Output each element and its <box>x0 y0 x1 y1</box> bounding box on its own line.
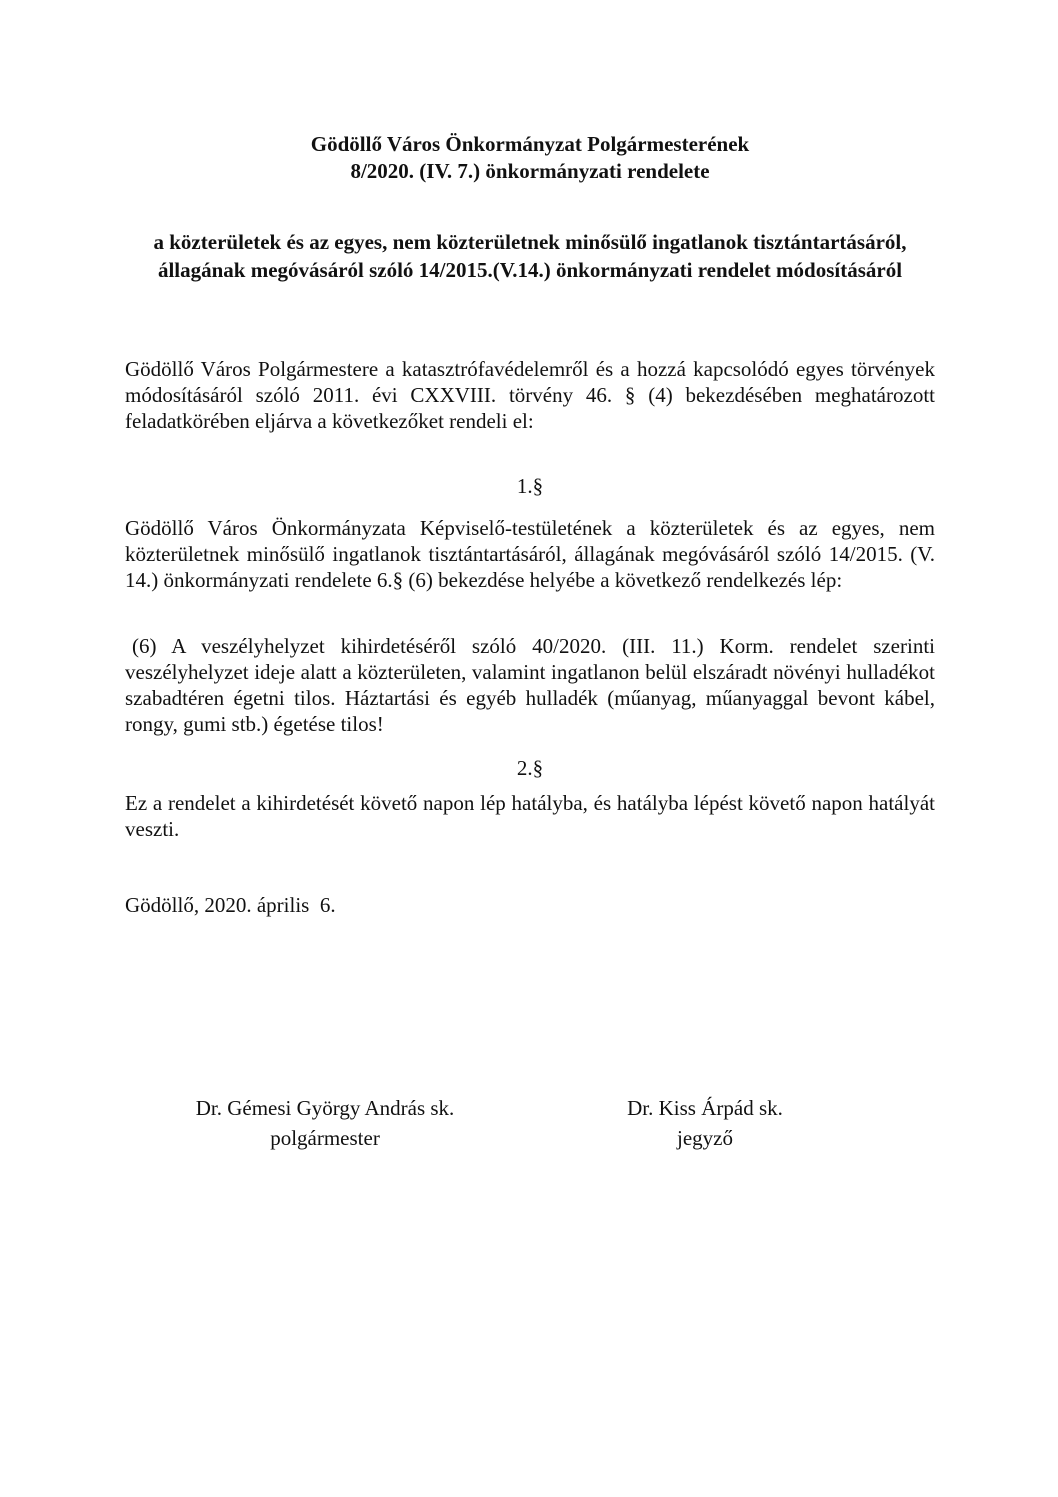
section-2-paragraph: Ez a rendelet a kihirdetését követő napon lép hatályba, és hatályba lépést követő napon hatályát veszti. <box>125 791 935 841</box>
subtitle-line-1: a közterületek és az egyes, nem közterületnek minősülő ingatlanok tisztántartásáról, <box>153 230 907 254</box>
section-1-subsection-paragraph: (6) A veszélyhelyzet kihirdetéséről szóló 40/2020. (III. 11.) Korm. rendelet szerinti veszélyhelyzet ideje alatt a közterületen, valamint ingatlanon belül elszáradt növényi hulladékot szabadtéren égetni tilos. Háztartási és egyéb hulladék (műanyag, műanyaggal bevont kábel, rongy, gumi stb.) égetése tilos! <box>125 634 935 736</box>
title-line-1: Gödöllő Város Önkormányzat Polgármesterének <box>310 132 750 156</box>
date-line: Gödöllő, 2020. április 6. <box>125 893 336 917</box>
signature-mayor-name: Dr. Gémesi György András sk. <box>195 1096 455 1120</box>
section-1-paragraph: Gödöllő Város Önkormányzata Képviselő-testületének a közterületek és az egyes, nem közterületnek minősülő ingatlanok tisztántartásáról, állagának megóvásáról szóló 14/2015. (V. 14.) önkormányzati rendelete 6.§ (6) bekezdése helyébe a következő rendelkezés lép: <box>125 516 935 592</box>
document-title <box>125 131 935 185</box>
document-content <box>125 0 935 1153</box>
section-1-label: 1.§ <box>516 474 544 498</box>
signature-notary-role: jegyző <box>677 1126 733 1150</box>
signature-mayor <box>125 1093 525 1153</box>
subtitle-line-2: állagának megóvásáról szóló 14/2015.(V.14.) önkormányzati rendelet módosításáról <box>157 258 903 282</box>
signature-notary-name: Dr. Kiss Árpád sk. <box>627 1096 783 1120</box>
section-2-label: 2.§ <box>516 756 544 780</box>
preamble-paragraph: Gödöllő Város Polgármestere a katasztrófavédelemről és a hozzá kapcsolódó egyes törvények módosításáról szóló 2011. évi CXXVIII. törvény 46. § (4) bekezdésében meghatározott feladatkörében eljárva a következőket rendeli el: <box>125 357 935 433</box>
title-line-2: 8/2020. (IV. 7.) önkormányzati rendelete <box>350 159 710 183</box>
signature-notary <box>545 1093 865 1153</box>
signature-block <box>125 1093 935 1153</box>
signature-mayor-role: polgármester <box>270 1126 380 1150</box>
document-subtitle <box>125 228 935 284</box>
